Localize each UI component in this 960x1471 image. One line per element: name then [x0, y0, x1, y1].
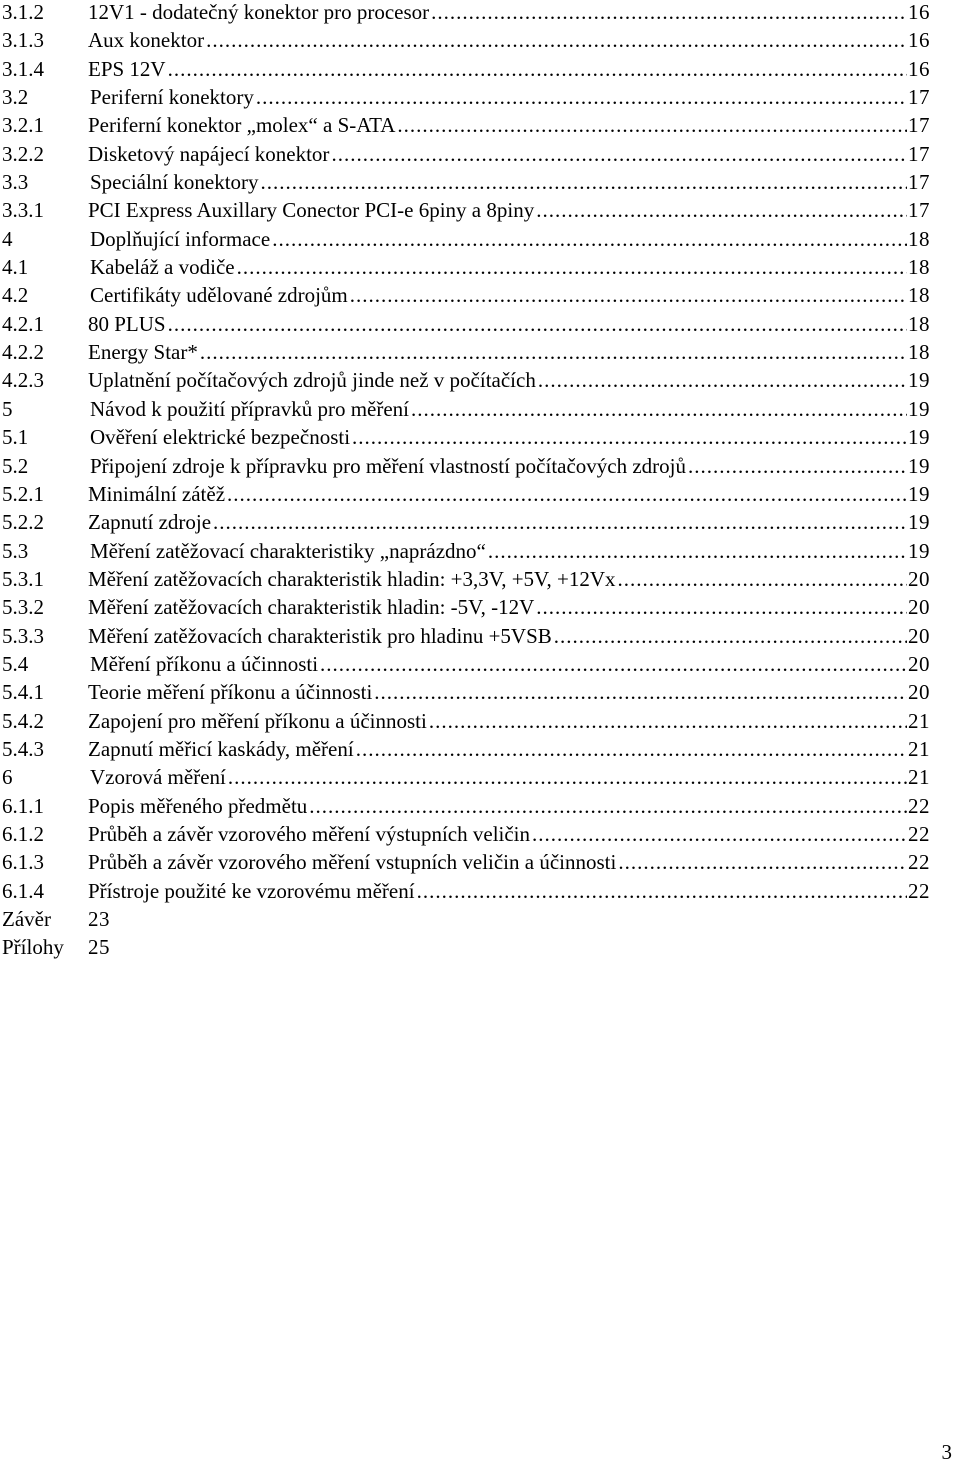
toc-entry-number: 5.4.1	[2, 680, 44, 705]
toc-entry-page: 16	[908, 56, 930, 81]
toc-entry[interactable]	[0, 680, 930, 708]
toc-entry-number: 4.2.1	[2, 311, 44, 336]
toc-entry[interactable]	[0, 425, 930, 453]
toc-entry-page: 16	[908, 28, 930, 53]
toc-entry-page: 23	[88, 907, 110, 931]
toc-entry-number: 6.1.4	[2, 878, 44, 903]
toc-entry-number: 6.1.2	[2, 821, 44, 846]
toc-entry[interactable]	[0, 0, 930, 28]
toc-entry-title: Průběh a závěr vzorového měření vstupních veličin a účinnosti	[88, 850, 617, 875]
toc-entry-page: 22	[908, 878, 930, 903]
toc-entry-title: Aux konektor	[88, 28, 205, 53]
toc-dot-leader	[417, 879, 907, 904]
toc-entry-title: Měření zatěžovacích charakteristik hladin: +3,3V, +5V, +12Vx	[88, 566, 616, 591]
toc-entry-title: 80 PLUS	[88, 311, 166, 336]
toc-entry-title: Závěr	[2, 907, 51, 931]
toc-entry[interactable]	[0, 510, 930, 538]
toc-entry-number: 5.4.2	[2, 708, 44, 733]
toc-entry[interactable]	[0, 113, 930, 141]
toc-entry-page: 22	[908, 793, 930, 818]
toc-entry[interactable]	[0, 340, 930, 368]
toc-entry-number: 5.2.2	[2, 510, 44, 535]
toc-dot-leader	[488, 539, 907, 564]
toc-entry[interactable]	[0, 567, 930, 595]
page-number: 3	[941, 1440, 952, 1464]
toc-dot-leader	[536, 595, 907, 620]
toc-entry-page: 18	[908, 340, 930, 365]
toc-entry[interactable]	[0, 397, 930, 425]
toc-entry-title: Zapnutí zdroje	[88, 510, 212, 535]
toc-entry-title: Periferní konektory	[90, 85, 254, 110]
toc-entry-page: 18	[908, 255, 930, 280]
toc-entry[interactable]	[0, 28, 930, 56]
toc-entry-title: Přílohy	[2, 935, 64, 960]
toc-entry[interactable]	[0, 255, 930, 283]
toc-entry-number: 4.1	[2, 255, 29, 280]
toc-entry-title: Disketový napájecí konektor	[88, 141, 330, 166]
toc-entry[interactable]	[0, 170, 930, 198]
toc-entry[interactable]	[0, 283, 930, 311]
toc-entry-title: Speciální konektory	[90, 170, 259, 195]
toc-dot-leader	[237, 255, 907, 280]
toc-entry-page: 21	[908, 765, 930, 790]
toc-dot-leader	[350, 283, 907, 308]
toc-entry-title: Vzorová měření	[90, 765, 226, 790]
toc-entry-page: 18	[908, 311, 930, 336]
toc-entry-page: 16	[908, 0, 930, 24]
toc-entry-page: 17	[908, 141, 930, 166]
toc-entry-title: 12V1 - dodatečný konektor pro procesor	[88, 0, 430, 24]
toc-entry[interactable]	[0, 482, 930, 510]
toc-entry[interactable]	[0, 595, 930, 623]
toc-entry[interactable]	[0, 765, 930, 793]
toc-entry-number: 4.2.2	[2, 340, 44, 365]
toc-entry-number: 4.2.3	[2, 368, 44, 393]
toc-entry-number: 4	[2, 226, 13, 251]
toc-dot-leader	[411, 397, 907, 422]
toc-dot-leader	[374, 680, 907, 705]
toc-entry[interactable]	[0, 907, 930, 935]
toc-entry-page: 17	[908, 113, 930, 138]
toc-entry-number: 3.3	[2, 170, 29, 195]
toc-dot-leader	[200, 340, 907, 365]
toc-entry-number: 3.1.3	[2, 28, 44, 53]
toc-entry-title: Energy Star*	[88, 340, 198, 365]
toc-entry-title: Zapnutí měřicí kaskády, měření	[88, 736, 354, 761]
toc-entry-page: 20	[908, 595, 930, 620]
toc-entry-page: 17	[908, 170, 930, 195]
toc-entry-number: 3.3.1	[2, 198, 44, 223]
toc-dot-leader	[331, 142, 907, 167]
toc-entry-title: Měření zatěžovací charakteristiky „naprázdno“	[90, 538, 486, 563]
toc-entry-page: 19	[908, 425, 930, 450]
toc-entry-page: 20	[908, 651, 930, 676]
toc-entry-title: Minimální zátěž	[88, 481, 226, 506]
toc-dot-leader	[206, 28, 907, 53]
toc-entry-page: 20	[908, 680, 930, 705]
toc-dot-leader	[538, 368, 907, 393]
toc-entry[interactable]	[0, 312, 930, 340]
toc-entry[interactable]	[0, 198, 930, 226]
toc-entry-number: 3.2.2	[2, 141, 44, 166]
toc-entry[interactable]	[0, 794, 930, 822]
toc-entry-number: 5	[2, 396, 13, 421]
toc-entry[interactable]	[0, 85, 930, 113]
toc-entry-title: Průběh a závěr vzorového měření výstupních veličin	[88, 821, 531, 846]
toc-dot-leader	[397, 113, 907, 138]
toc-entry-title: Doplňující informace	[90, 226, 271, 251]
toc-entry[interactable]	[0, 850, 930, 878]
toc-dot-leader	[168, 57, 907, 82]
toc-entry-page: 22	[908, 821, 930, 846]
toc-entry-title: Měření zatěžovacích charakteristik pro hladinu +5VSB	[88, 623, 552, 648]
toc-entry-page: 19	[908, 368, 930, 393]
toc-entry-page: 18	[908, 226, 930, 251]
toc-dot-leader	[356, 737, 907, 762]
toc-entry[interactable]	[0, 652, 930, 680]
toc-entry-page: 21	[908, 708, 930, 733]
toc-entry-page: 19	[908, 396, 930, 421]
toc-entry-page: 22	[908, 850, 930, 875]
toc-dot-leader	[213, 510, 907, 535]
toc-entry-number: 6	[2, 765, 13, 790]
toc-entry-title: Přístroje použité ke vzorovému měření	[88, 878, 415, 903]
toc-entry-page: 19	[908, 453, 930, 478]
toc-entry-number: 6.1.1	[2, 793, 44, 818]
toc-entry[interactable]	[0, 624, 930, 652]
toc-entry[interactable]	[0, 227, 930, 255]
toc-entry[interactable]	[0, 142, 930, 170]
toc-entry-title: Kabeláž a vodiče	[90, 255, 235, 280]
toc-dot-leader	[532, 822, 907, 847]
toc-entry-page: 25	[88, 935, 110, 960]
toc-dot-leader	[228, 765, 907, 790]
toc-entry-page: 17	[908, 85, 930, 110]
toc-entry[interactable]	[0, 368, 930, 396]
toc-dot-leader	[618, 567, 907, 592]
toc-entry-number: 4.2	[2, 283, 29, 308]
toc-dot-leader	[227, 482, 907, 507]
toc-entry[interactable]	[0, 709, 930, 737]
toc-dot-leader	[168, 312, 907, 337]
toc-entry-page: 17	[908, 198, 930, 223]
toc-dot-leader	[309, 794, 907, 819]
toc-entry-number: 5.3.3	[2, 623, 44, 648]
toc-entry-title: Ověření elektrické bezpečnosti	[90, 425, 351, 450]
toc-entry-title: Certifikáty udělované zdrojům	[90, 283, 348, 308]
toc-dot-leader	[256, 85, 907, 110]
toc-entry[interactable]	[0, 454, 930, 482]
toc-entry-number: 5.4	[2, 651, 29, 676]
toc-entry-number: 5.1	[2, 425, 29, 450]
toc-entry[interactable]	[0, 539, 930, 567]
toc-entry-page: 19	[908, 510, 930, 535]
toc-entry-page: 19	[908, 481, 930, 506]
toc-entry-number: 5.3	[2, 538, 29, 563]
toc-dot-leader	[618, 850, 907, 875]
toc-dot-leader	[554, 624, 907, 649]
toc-entry-number: 5.4.3	[2, 736, 44, 761]
toc-entry-title: Teorie měření příkonu a účinnosti	[88, 680, 373, 705]
toc-entry-title: Návod k použití přípravků pro měření	[90, 396, 409, 421]
toc-entry-number: 3.1.4	[2, 56, 44, 81]
toc-dot-leader	[261, 170, 907, 195]
toc-entry-title: Připojení zdroje k přípravku pro měření vlastností počítačových zdrojů	[90, 453, 687, 478]
toc-entry[interactable]	[0, 935, 930, 963]
toc-entry-title: Periferní konektor „molex“ a S-ATA	[88, 113, 396, 138]
toc-entry[interactable]	[0, 822, 930, 850]
toc-dot-leader	[431, 0, 907, 25]
toc-entry[interactable]	[0, 57, 930, 85]
toc-entry-title: Uplatnění počítačových zdrojů jinde než v počítačích	[88, 368, 536, 393]
toc-entry-page: 18	[908, 283, 930, 308]
toc-entry-title: PCI Express Auxillary Conector PCI-e 6piny a 8piny	[88, 198, 535, 223]
toc-entry-page: 20	[908, 623, 930, 648]
toc-entry[interactable]	[0, 879, 930, 907]
toc-dot-leader	[352, 425, 907, 450]
toc-entry[interactable]	[0, 737, 930, 765]
toc-entry-title: Popis měřeného předmětu	[88, 793, 308, 818]
toc-entry-title: Zapojení pro měření příkonu a účinnosti	[88, 708, 427, 733]
toc-dot-leader	[688, 454, 907, 479]
toc-dot-leader	[272, 227, 907, 252]
toc-entry-number: 5.3.1	[2, 566, 44, 591]
toc-entry-number: 5.2.1	[2, 481, 44, 506]
toc-dot-leader	[320, 652, 907, 677]
toc-dot-leader	[429, 709, 907, 734]
toc-entry-number: 5.3.2	[2, 595, 44, 620]
toc-entry-number: 3.2.1	[2, 113, 44, 138]
toc-entry-page: 21	[908, 736, 930, 761]
toc-dot-leader	[536, 198, 907, 223]
toc-entry-number: 5.2	[2, 453, 29, 478]
toc-entry-title: Měření příkonu a účinnosti	[90, 651, 319, 676]
toc-entry-number: 3.2	[2, 85, 29, 110]
toc-entry-number: 3.1.2	[2, 0, 44, 24]
toc-entry-title: EPS 12V	[88, 56, 166, 81]
toc-entry-number: 6.1.3	[2, 850, 44, 875]
toc-entry-title: Měření zatěžovacích charakteristik hladin: -5V, -12V	[88, 595, 535, 620]
toc-entry-page: 19	[908, 538, 930, 563]
toc-entry-page: 20	[908, 566, 930, 591]
